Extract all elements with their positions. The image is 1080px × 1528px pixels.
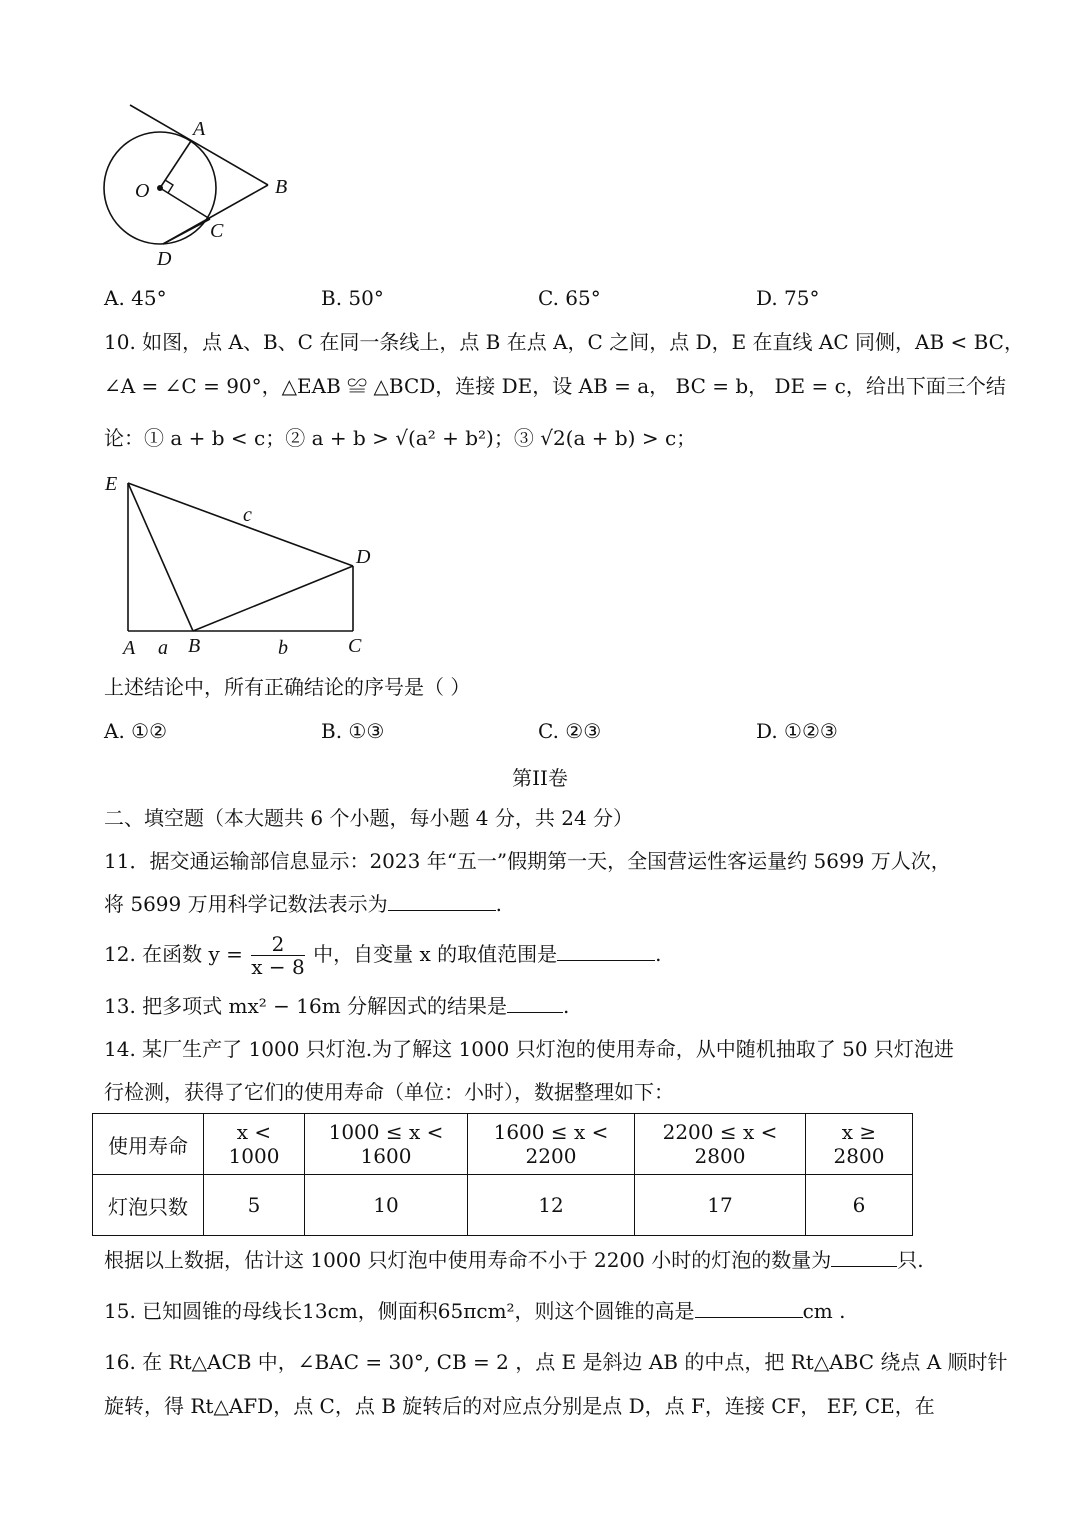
q12-end: . [655, 942, 662, 966]
label-b-side: b [278, 637, 288, 659]
label-o: O [135, 180, 150, 202]
segment-dc [163, 219, 210, 244]
q9-option-d: D. 75° [756, 286, 820, 310]
q13 [104, 992, 569, 1020]
table-cell: x ≥ 2800 [806, 1114, 913, 1175]
q16-line1: 16. 在 Rt△ACB 中，∠BAC = 30°, CB = 2 ，点 E 是斜边 AB 的中点，把 Rt△ABC 绕点 A 顺时针 [104, 1350, 1008, 1374]
q10-line2: ∠A = ∠C = 90°，△EAB ≌ △BCD，连接 DE，设 AB = a， BC = b， DE = c，给出下面三个结 [104, 374, 1006, 398]
table-cell: 12 [468, 1175, 635, 1236]
q14-after-text: 根据以上数据，估计这 1000 只灯泡中使用寿命不小于 2200 小时的灯泡的数量为 [104, 1248, 832, 1272]
segment-ed [128, 483, 353, 566]
data-table [92, 1113, 913, 1236]
q12 [104, 930, 662, 978]
q14-after [104, 1246, 924, 1274]
table-cell: x < 1000 [204, 1114, 305, 1175]
q13-answer-blank[interactable] [507, 992, 563, 1013]
q10-line1: 10. 如图，点 A、B、C 在同一条线上，点 B 在点 A，C 之间，点 D，E 在直线 AC 同侧，AB < BC， [104, 330, 1024, 354]
table-row [93, 1114, 913, 1175]
label-d: D [157, 248, 172, 270]
q9-option-a: A. 45° [104, 286, 167, 310]
q16-line2: 旋转，得 Rt△AFD，点 C，点 B 旋转后的对应点分别是点 D，点 F，连接 CF， EF, CE，在 [104, 1394, 935, 1418]
trapezoid-figure [98, 468, 388, 668]
center-dot [157, 185, 163, 191]
q12-post: 中，自变量 x 的取值范围是 [313, 942, 558, 966]
label-e: E [105, 473, 118, 495]
q10-question: 上述结论中，所有正确结论的序号是（ ） [104, 675, 471, 699]
q14-line1: 14. 某厂生产了 1000 只灯泡.为了解这 1000 只灯泡的使用寿命，从中随机抽取了 50 只灯泡进 [104, 1037, 954, 1061]
table-row [93, 1175, 913, 1236]
label-c: C [210, 220, 224, 242]
part2-header: 二、填空题（本大题共 6 个小题，每小题 4 分，共 24 分） [104, 806, 634, 830]
q10-option-d: D. ①②③ [756, 719, 838, 743]
q15-answer-blank[interactable] [695, 1297, 803, 1318]
q10-option-b: B. ①③ [321, 719, 385, 743]
label-b: B [188, 635, 201, 657]
q13-text: 13. 把多项式 mx² − 16m 分解因式的结果是 [104, 994, 508, 1018]
q9-option-c: C. 65° [538, 286, 601, 310]
q10-option-c: C. ②③ [538, 719, 602, 743]
circle-tangent-figure [95, 95, 305, 275]
q10-line3: 论：① a + b < c；② a + b > √(a² + b²)；③ √2(a + b) > c； [104, 426, 697, 450]
q12-pre: 12. 在函数 y = [104, 942, 243, 966]
segment-oa [160, 141, 191, 188]
section-title: 第II卷 [512, 766, 568, 790]
q12-numerator: 2 [251, 933, 304, 956]
label-b: B [275, 176, 288, 198]
table-cell: 灯泡只数 [93, 1175, 204, 1236]
segment-bd [193, 566, 353, 631]
table-cell: 17 [635, 1175, 806, 1236]
q11-line2-text: 将 5699 万用科学记数法表示为 [104, 892, 388, 916]
q9-option-b: B. 50° [321, 286, 384, 310]
q13-end: . [563, 994, 570, 1018]
label-a: A [193, 118, 206, 140]
q10-option-a: A. ①② [104, 719, 168, 743]
label-c-side: c [243, 504, 252, 526]
tangent-line [130, 105, 268, 185]
q11-line1: 11．据交通运输部信息显示：2023 年“五一”假期第一天，全国营运性客运量约 5699 万人次， [104, 849, 951, 873]
q12-denominator: x − 8 [251, 955, 305, 979]
table-cell: 2200 ≤ x < 2800 [635, 1114, 806, 1175]
q15 [104, 1297, 845, 1325]
q11-answer-blank[interactable] [388, 890, 496, 911]
table-cell: 10 [305, 1175, 468, 1236]
q12-answer-blank[interactable] [557, 940, 655, 961]
table-cell: 5 [204, 1175, 305, 1236]
q14-answer-blank[interactable] [831, 1246, 897, 1267]
label-a: A [123, 637, 136, 659]
label-d: D [356, 546, 371, 568]
q15-text: 15. 已知圆锥的母线长13cm，侧面积65πcm²，则这个圆锥的高是 [104, 1299, 695, 1323]
table-cell: 使用寿命 [93, 1114, 204, 1175]
table-cell: 1000 ≤ x < 1600 [305, 1114, 468, 1175]
label-a-side: a [158, 637, 168, 659]
q14-unit: 只. [897, 1248, 924, 1272]
q11-end: . [495, 892, 502, 916]
table-cell: 1600 ≤ x < 2200 [468, 1114, 635, 1175]
table-cell: 6 [806, 1175, 913, 1236]
q15-unit: cm . [802, 1299, 846, 1323]
label-c: C [348, 635, 362, 657]
segment-eb [128, 483, 193, 631]
q12-fraction [251, 933, 304, 978]
q14-line2: 行检测，获得了它们的使用寿命（单位：小时），数据整理如下： [104, 1080, 674, 1104]
q11-line2 [104, 890, 502, 918]
